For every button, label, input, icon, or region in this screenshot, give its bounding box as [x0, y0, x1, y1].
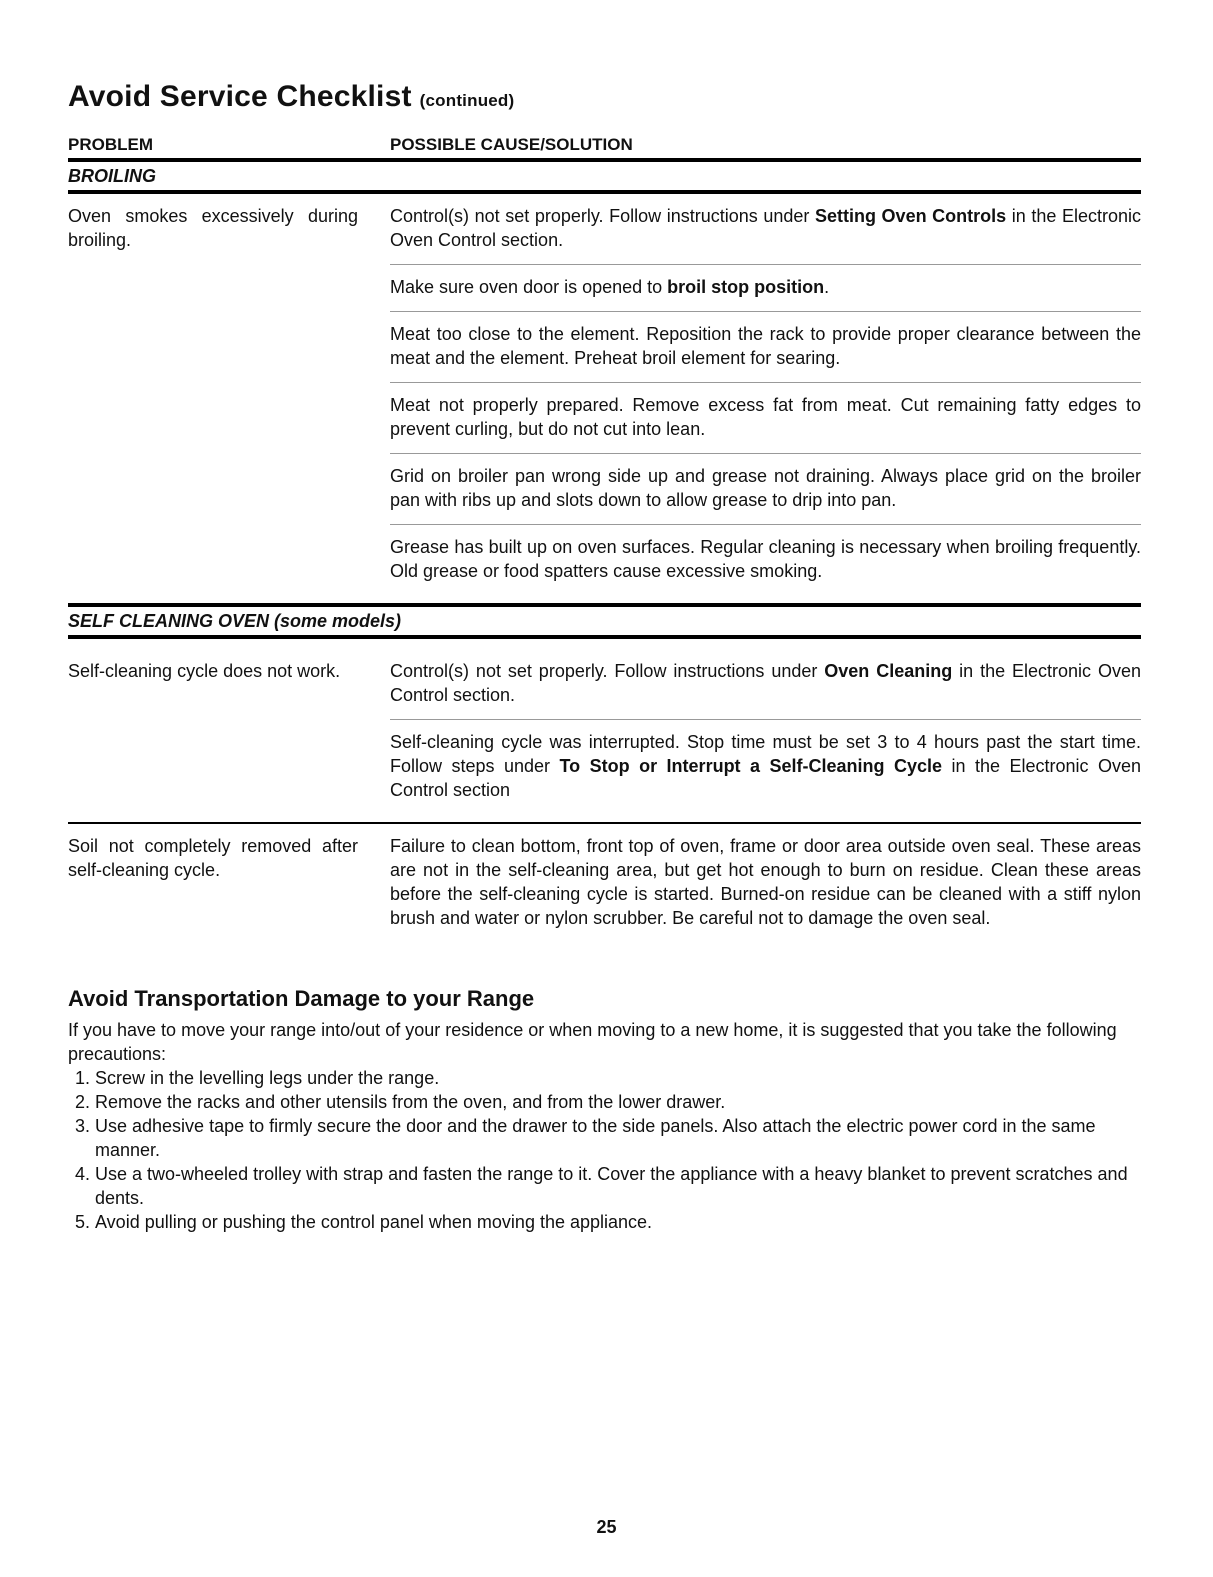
solution-emphasis: Oven Cleaning [824, 661, 953, 681]
solution-text: Failure to clean bottom, front top of oven, frame or door area outside oven seal. These areas are not in the self-cleaning area, but get hot enough to burn on residue. Clean these areas before the self-cleaning cycle is started. Burned-on residue can be cleaned with a stiff nylon brush and water or nylon scrubber. Be careful not to damage the oven seal. [390, 836, 1141, 928]
column-header-solution: POSSIBLE CAUSE/SOLUTION [390, 135, 633, 154]
solution-emphasis: Setting Oven Controls [814, 206, 1007, 226]
solution-item [390, 453, 1141, 524]
table-row [68, 824, 1141, 950]
solution-text: Grid on broiler pan wrong side up and grease not draining. Always place grid on the broiler pan with ribs up and slots down to allow grease to drip into pan. [390, 466, 1141, 510]
page-title-suffix: (continued) [419, 91, 515, 110]
problem-cell: Self-cleaning cycle does not work. [68, 661, 341, 681]
table-sections [68, 158, 1141, 950]
transport-step: 2. Remove the racks and other utensils from the oven, and from the lower drawer. [95, 1090, 1128, 1114]
solution-item [390, 834, 1141, 942]
solution-text-end: . [824, 277, 830, 297]
problem-cell: Oven smokes excessively during broiling. [68, 206, 358, 250]
transport-step: 1. Screw in the levelling legs under the range. [95, 1066, 1128, 1090]
transport-steps-list [68, 1066, 1128, 1234]
section-heading: SELF CLEANING OVEN (some models) [68, 611, 402, 631]
solution-text: Meat too close to the element. Reposition the rack to provide proper clearance between the meat and the element. Preheat broil element for searing. [390, 324, 1141, 368]
solution-item [390, 264, 1141, 311]
solution-emphasis: broil stop position [667, 277, 825, 297]
solutions-cell [390, 659, 1141, 814]
solution-text-end: in the Electronic Oven Control section [390, 756, 1142, 800]
transport-heading: Avoid Transportation Damage to your Range [68, 986, 535, 1011]
solutions-cell [390, 204, 1141, 595]
table-header [68, 132, 1141, 158]
solution-text: Self-cleaning cycle was interrupted. Stop time must be set 3 to 4 hours past the start time. Follow steps under [390, 732, 1141, 776]
table-row [68, 194, 1141, 603]
page-number: 25 [596, 1517, 617, 1537]
solution-item [390, 659, 1141, 719]
solution-item [390, 204, 1141, 264]
transport-step: 4. Use a two-wheeled trolley with strap and fasten the range to it. Cover the appliance with a heavy blanket to prevent scratches and dents. [95, 1162, 1128, 1210]
transport-intro: If you have to move your range into/out of your residence or when moving to a new home, it is suggested that you take the following precautions: [68, 1020, 1117, 1064]
checklist-table [68, 132, 1141, 950]
transport-step: 5. Avoid pulling or pushing the control panel when moving the appliance. [95, 1210, 1128, 1234]
column-header-problem: PROBLEM [68, 135, 153, 154]
table-row [68, 639, 1141, 822]
page-title-text: Avoid Service Checklist [68, 80, 412, 113]
transport-section [68, 986, 1128, 1234]
solution-item [390, 311, 1141, 382]
solution-text-end: in the Electronic Oven Control section. [390, 661, 1142, 705]
transport-step: 3. Use adhesive tape to firmly secure the door and the drawer to the side panels. Also attach the electric power cord in the same manner. [95, 1114, 1128, 1162]
problem-cell: Soil not completely removed after self-cleaning cycle. [68, 836, 358, 880]
solution-item [390, 382, 1141, 453]
solution-item [390, 719, 1141, 814]
solution-emphasis: To Stop or Interrupt a Self-Cleaning Cycle [559, 756, 943, 776]
solution-item [390, 524, 1141, 595]
solution-text: Grease has built up on oven surfaces. Regular cleaning is necessary when broiling frequently. Old grease or food spatters cause excessive smoking. [390, 537, 1141, 581]
solution-text: Control(s) not set properly. Follow instructions under [390, 206, 815, 226]
solutions-cell [390, 834, 1141, 942]
solution-text: Make sure oven door is opened to [390, 277, 668, 297]
section-heading: BROILING [68, 166, 156, 186]
solution-text: Meat not properly prepared. Remove excess fat from meat. Cut remaining fatty edges to prevent curling, but do not cut into lean. [390, 395, 1141, 439]
solution-text: Control(s) not set properly. Follow instructions under [390, 661, 825, 681]
solution-text-end: in the Electronic Oven Control section. [390, 206, 1142, 250]
page-title [68, 80, 514, 114]
